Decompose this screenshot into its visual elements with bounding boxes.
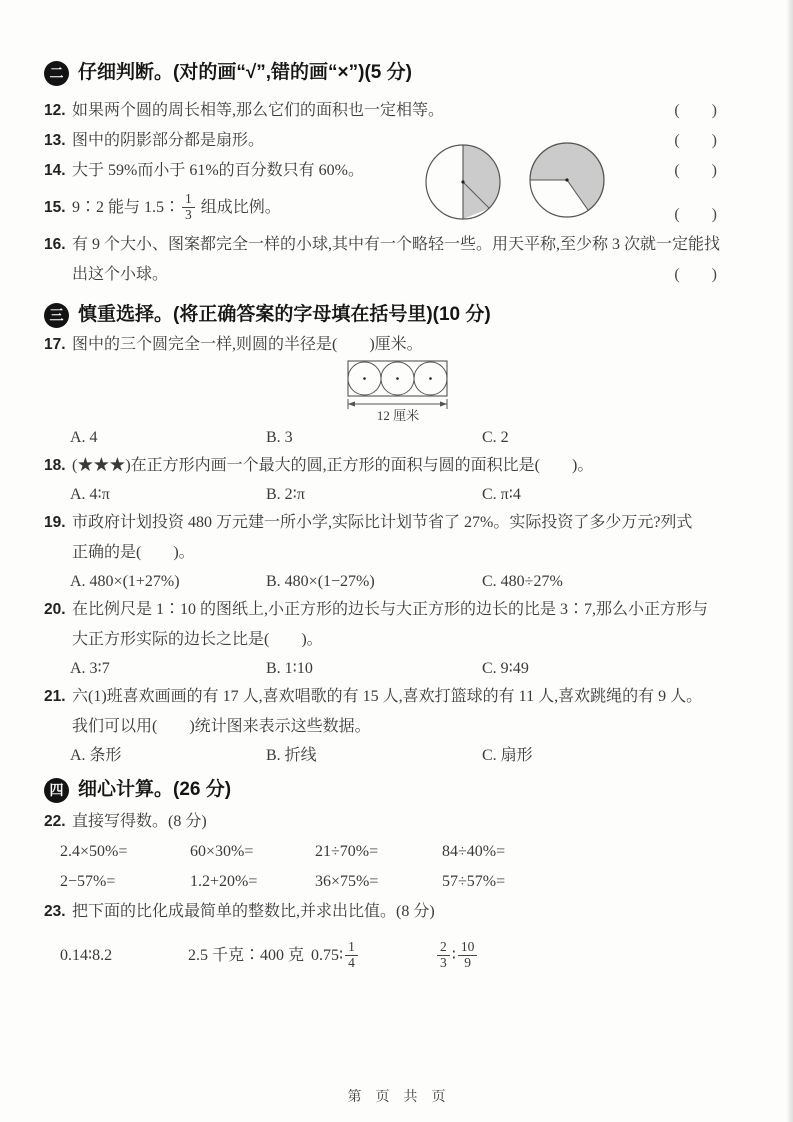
- question-18-text: (★★★)在正方形内画一个最大的圆,正方形的面积与圆的面积比是( )。: [72, 457, 594, 474]
- question-18-options: [44, 481, 753, 508]
- question-13-number: 13.: [44, 132, 66, 149]
- fraction-denominator: 3: [182, 207, 195, 223]
- question-16-line2: [44, 260, 753, 290]
- question-21-options: [44, 742, 753, 769]
- question-12: [44, 96, 753, 126]
- question-13-answer-bracket: ( ): [674, 132, 717, 149]
- question-19-text-line2: 正确的是( )。: [72, 544, 195, 561]
- question-21-option-c: C. 扇形: [482, 747, 533, 764]
- question-20-line1: [44, 595, 753, 625]
- fraction-denominator: 9: [458, 955, 478, 971]
- ratio-items-row: [44, 933, 753, 979]
- question-17-options: [44, 424, 753, 451]
- three-circles-in-rectangle-figure: [347, 360, 753, 424]
- calc-expression: 21÷70%=: [315, 843, 379, 860]
- calc-expression: 57÷57%=: [442, 873, 506, 890]
- calc-expression: 36×75%=: [315, 873, 379, 890]
- ratio-item-2: 2.5 千克∶400 克: [188, 947, 305, 964]
- question-23-number: 23.: [44, 903, 66, 920]
- question-12-text: 如果两个圆的周长相等,那么它们的面积也一定相等。: [72, 102, 445, 119]
- fraction-ten-ninths: [458, 940, 478, 971]
- question-15-number: 15.: [44, 199, 66, 216]
- question-15-text-post: 组成比例。: [196, 199, 281, 216]
- fraction-two-thirds: [437, 940, 450, 971]
- question-14: [44, 156, 753, 186]
- center-dot-2: [396, 377, 399, 380]
- section-3-badge: 三: [44, 303, 69, 328]
- question-14-text: 大于 59%而小于 61%的百分数只有 60%。: [72, 162, 364, 179]
- question-16-number: 16.: [44, 236, 66, 253]
- question-22: [44, 807, 753, 837]
- question-19-option-a: A. 480×(1+27%): [70, 573, 180, 590]
- question-16-text-line1: 有 9 个大小、图案都完全一样的小球,其中有一个略轻一些。用天平称,至少称 3 次就一定能找: [72, 236, 721, 253]
- question-21-number: 21.: [44, 688, 66, 705]
- question-17-option-b: B. 3: [266, 429, 293, 446]
- calc-row-1: [44, 837, 753, 867]
- question-21-text-line1: 六(1)班喜欢画画的有 17 人,喜欢唱歌的有 15 人,喜欢打篮球的有 11 人,喜欢跳绳的有 9 人。: [72, 688, 703, 705]
- question-18-number: 18.: [44, 457, 66, 474]
- fraction-numerator: 1: [348, 938, 355, 954]
- page-footer: 第 页 共 页: [347, 1090, 446, 1105]
- question-19-line1: [44, 508, 753, 538]
- dimension-arrow-right: [440, 401, 447, 406]
- question-18-option-c: C. π∶4: [482, 486, 521, 503]
- calc-expression: 2.4×50%=: [60, 843, 128, 860]
- question-22-number: 22.: [44, 813, 66, 830]
- question-18: [44, 451, 753, 481]
- scan-edge-shadow: [786, 0, 793, 1122]
- calc-row-2: [44, 867, 753, 897]
- question-20-option-a: A. 3∶7: [70, 660, 110, 677]
- question-17-text: 图中的三个圆完全一样,则圆的半径是( )厘米。: [72, 336, 423, 353]
- question-21-line1: [44, 682, 753, 712]
- center-dot-1: [363, 377, 366, 380]
- section-3-header: [44, 300, 753, 330]
- question-20-text-line1: 在比例尺是 1∶10 的图纸上,小正方形的边长与大正方形的边长的比是 3∶7,那么小正方形与: [72, 601, 709, 618]
- calc-expression: 60×30%=: [190, 843, 254, 860]
- fraction-denominator: 3: [437, 955, 450, 971]
- ratio-item-4: [435, 933, 753, 979]
- question-13: [44, 126, 753, 156]
- section-4-badge: 四: [44, 778, 69, 803]
- question-20-option-b: B. 1∶10: [266, 660, 313, 677]
- question-21-line2: [44, 712, 753, 742]
- fraction-one-third: [182, 192, 195, 223]
- question-15-answer-bracket: ( ): [674, 206, 717, 223]
- fraction-denominator: 4: [345, 955, 358, 971]
- question-14-number: 14.: [44, 162, 66, 179]
- calc-expression: 2−57%=: [60, 873, 116, 890]
- question-21-option-a: A. 条形: [70, 747, 122, 764]
- question-17: [44, 330, 753, 360]
- question-21-text-line2: 我们可以用( )统计图来表示这些数据。: [72, 718, 371, 735]
- dimension-label: 12 厘米: [376, 408, 420, 423]
- fraction-numerator: 10: [460, 938, 475, 954]
- fraction-numerator: 2: [440, 938, 447, 954]
- question-20-line2: [44, 625, 753, 655]
- question-15: [44, 186, 753, 230]
- question-20-text-line2: 大正方形实际的边长之比是( )。: [72, 631, 323, 648]
- fraction-one-quarter: [345, 940, 358, 971]
- question-20-option-c: C. 9∶49: [482, 660, 529, 677]
- three-circles-diagram: [347, 360, 477, 424]
- question-20-number: 20.: [44, 601, 66, 618]
- question-15-text-pre: 9∶2 能与 1.5∶: [72, 199, 181, 216]
- question-17-option-c: C. 2: [482, 429, 509, 446]
- question-18-option-a: A. 4∶π: [70, 486, 110, 503]
- question-19-option-c: C. 480÷27%: [482, 573, 563, 590]
- section-2-header: [44, 58, 753, 88]
- section-3-title: 慎重选择。(将正确答案的字母填在括号里)(10 分): [78, 304, 491, 325]
- fraction-numerator: 1: [185, 190, 192, 206]
- ratio-item-3-pre: 0.75∶: [311, 947, 344, 964]
- calc-expression: 1.2+20%=: [190, 873, 258, 890]
- center-dot-3: [429, 377, 432, 380]
- question-14-answer-bracket: ( ): [674, 162, 717, 179]
- section-4-header: [44, 775, 753, 805]
- question-16-answer-bracket: ( ): [674, 266, 717, 283]
- question-23-text: 把下面的比化成最简单的整数比,并求出比值。(8 分): [72, 903, 435, 920]
- question-22-text: 直接写得数。(8 分): [72, 813, 207, 830]
- question-16-text-line2: 出这个小球。: [72, 266, 169, 283]
- question-17-option-a: A. 4: [70, 429, 98, 446]
- question-17-number: 17.: [44, 336, 66, 353]
- ratio-item-1: 0.14∶8.2: [60, 947, 113, 964]
- section-2-badge: 二: [44, 61, 69, 86]
- question-23: [44, 897, 753, 927]
- question-16-line1: [44, 230, 753, 260]
- question-19-options: [44, 568, 753, 595]
- question-19-option-b: B. 480×(1−27%): [266, 573, 375, 590]
- ratio-colon: ∶: [451, 947, 456, 964]
- question-18-option-b: B. 2∶π: [266, 486, 305, 503]
- section-4-title: 细心计算。(26 分): [78, 779, 232, 800]
- question-12-answer-bracket: ( ): [674, 102, 717, 119]
- question-21-option-b: B. 折线: [266, 747, 317, 764]
- question-19-line2: [44, 538, 753, 568]
- question-19-number: 19.: [44, 514, 66, 531]
- question-12-number: 12.: [44, 102, 66, 119]
- dimension-arrow-left: [348, 401, 355, 406]
- question-20-options: [44, 655, 753, 682]
- section-2-title: 仔细判断。(对的画“√”,错的画“×”)(5 分): [78, 62, 412, 83]
- question-13-text: 图中的阴影部分都是扇形。: [72, 132, 265, 149]
- question-19-text-line1: 市政府计划投资 480 万元建一所小学,实际比计划节省了 27%。实际投资了多少万元?列式: [72, 514, 693, 531]
- ratio-item-3: [311, 933, 435, 979]
- calc-expression: 84÷40%=: [442, 843, 506, 860]
